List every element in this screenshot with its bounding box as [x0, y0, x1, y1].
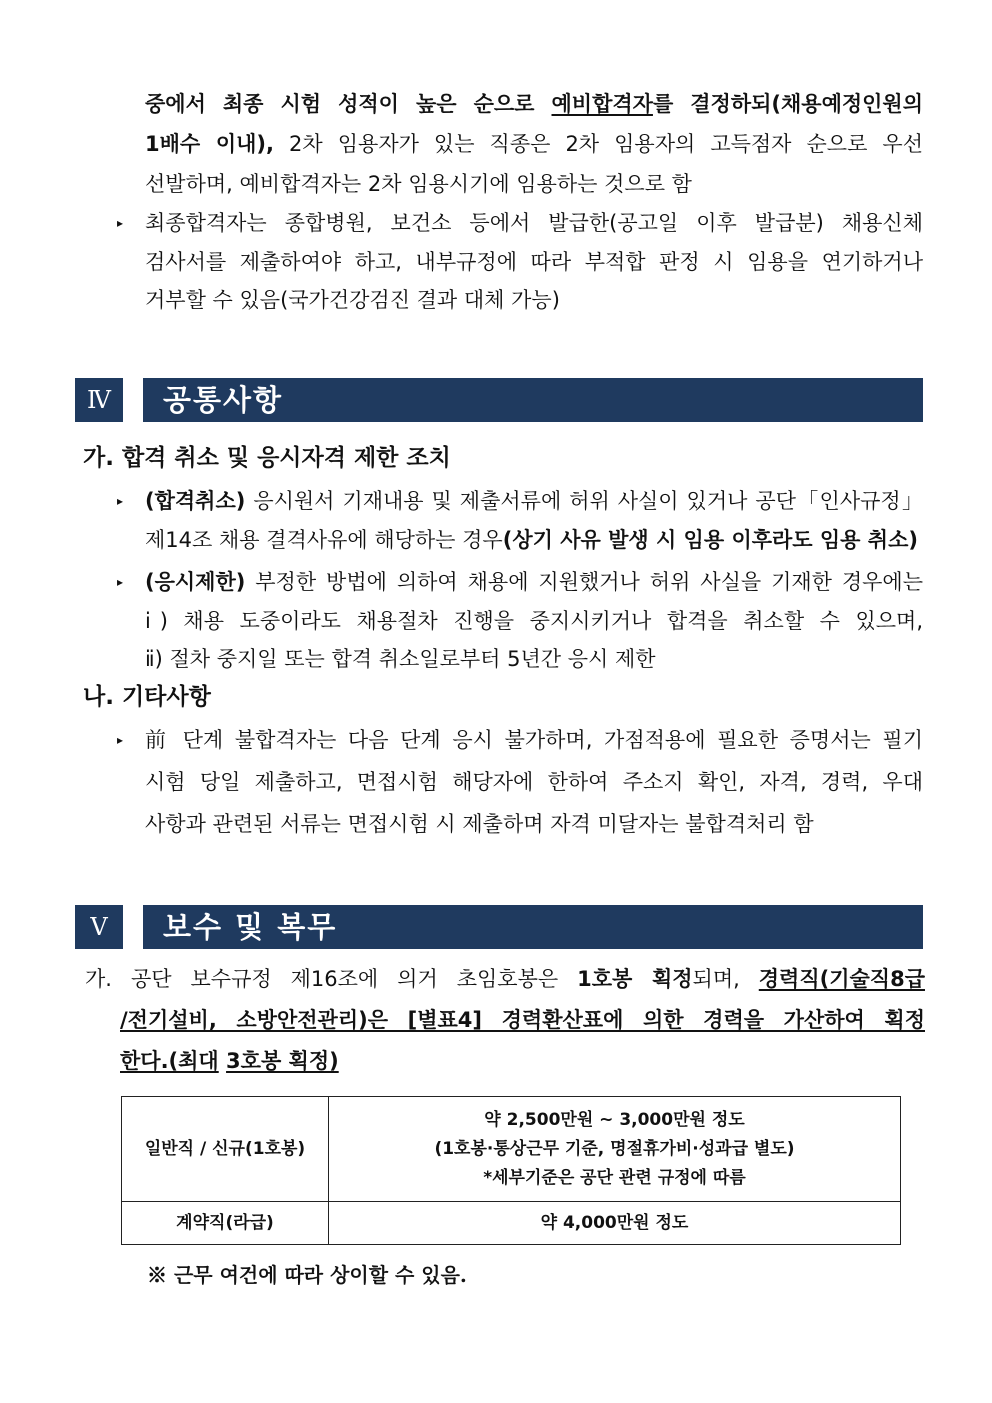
- bullet-etc-line-2: 시험 당일 제출하고, 면접시험 해당자에 한하여 주소지 확인, 자격, 경력, 우대: [145, 770, 923, 794]
- footnote: ※ 근무 여건에 따라 상이할 수 있음.: [147, 1263, 467, 1287]
- bullet-restrict-line-1: (응시제한) 부정한 방법에 의하여 채용에 지원했거나 허위 사실을 기재한 경우에는: [145, 570, 923, 594]
- section-4-title: 공통사항: [163, 383, 284, 417]
- section-5-number: Ⅴ: [75, 905, 123, 949]
- section-4-number: Ⅳ: [75, 378, 123, 422]
- top-line-3: 선발하며, 예비합격자는 2차 임용시기에 임용하는 것으로 함: [145, 172, 692, 196]
- section-5-title: 보수 및 복무: [163, 910, 338, 944]
- section-5-header: [143, 905, 923, 949]
- table-row: [122, 1097, 901, 1202]
- bullet-cancel-line-2: 제14조 채용 결격사유에 해당하는 경우(상기 사유 발생 시 임용 이후라도 임용 취소): [145, 528, 918, 552]
- bullet-etc-line-1: 前 단계 불합격자는 다음 단계 응시 불가하며, 가점적용에 필요한 증명서는 필기: [145, 728, 923, 752]
- top-line-2: 1배수 이내), 2차 임용자가 있는 직종은 2차 임용자의 고득점자 순으로 우선: [145, 132, 923, 156]
- bullet-etc-line-3: 사항과 관련된 서류는 면접시험 시 제출하며 자격 미달자는 불합격처리 함: [145, 812, 814, 836]
- bullet-icon: ▸: [117, 733, 124, 747]
- salary-table: [121, 1096, 901, 1245]
- table-cell-label: 계약직(라급): [122, 1202, 329, 1245]
- section-4-header: [143, 378, 923, 422]
- bullet-restrict-line-3: ⅱ) 절차 중지일 또는 합격 취소일로부터 5년간 응시 제한: [145, 647, 656, 671]
- pay-para-line-1: 가. 공단 보수규정 제16조에 의거 초임호봉은 1호봉 획정되며, 경력직(기술직8급: [85, 967, 925, 991]
- bullet-icon: ▸: [117, 575, 124, 589]
- top-bullet-line-3: 거부할 수 있음(국가건강검진 결과 대체 가능): [145, 288, 560, 312]
- bullet-restrict-line-2: ⅰ) 채용 도중이라도 채용절차 진행을 중지시키거나 합격을 취소할 수 있으며,: [145, 609, 923, 633]
- table-row: [122, 1202, 901, 1245]
- pay-para-line-3: 한다.(최대 3호봉 획정): [120, 1049, 339, 1073]
- bullet-icon: ▸: [117, 216, 124, 230]
- table-cell-value: 약 4,000만원 정도: [329, 1202, 901, 1245]
- subheading-ga: 가. 합격 취소 및 응시자격 제한 조치: [83, 445, 451, 471]
- table-cell-value: 약 2,500만원 ~ 3,000만원 정도 (1호봉·통상근무 기준, 명절휴가비·성과급 별도) *세부기준은 공단 관련 규정에 따름: [329, 1097, 901, 1202]
- top-bullet-line-2: 검사서를 제출하여야 하고, 내부규정에 따라 부적합 판정 시 임용을 연기하거나: [145, 250, 923, 274]
- top-line-1: 중에서 최종 시험 성적이 높은 순으로 예비합격자를 결정하되(채용예정인원의: [145, 92, 924, 116]
- bullet-icon: ▸: [117, 494, 124, 508]
- bullet-cancel-line-1: (합격취소) 응시원서 기재내용 및 제출서류에 허위 사실이 있거나 공단「인사규정」: [145, 489, 923, 513]
- pay-para-line-2: /전기설비, 소방안전관리)은 [별표4] 경력환산표에 의한 경력을 가산하여 획정: [120, 1008, 925, 1032]
- table-cell-label: 일반직 / 신규(1호봉): [122, 1097, 329, 1202]
- subheading-na: 나. 기타사항: [83, 684, 211, 710]
- top-bullet-line-1: 최종합격자는 종합병원, 보건소 등에서 발급한(공고일 이후 발급분) 채용신체: [145, 211, 923, 235]
